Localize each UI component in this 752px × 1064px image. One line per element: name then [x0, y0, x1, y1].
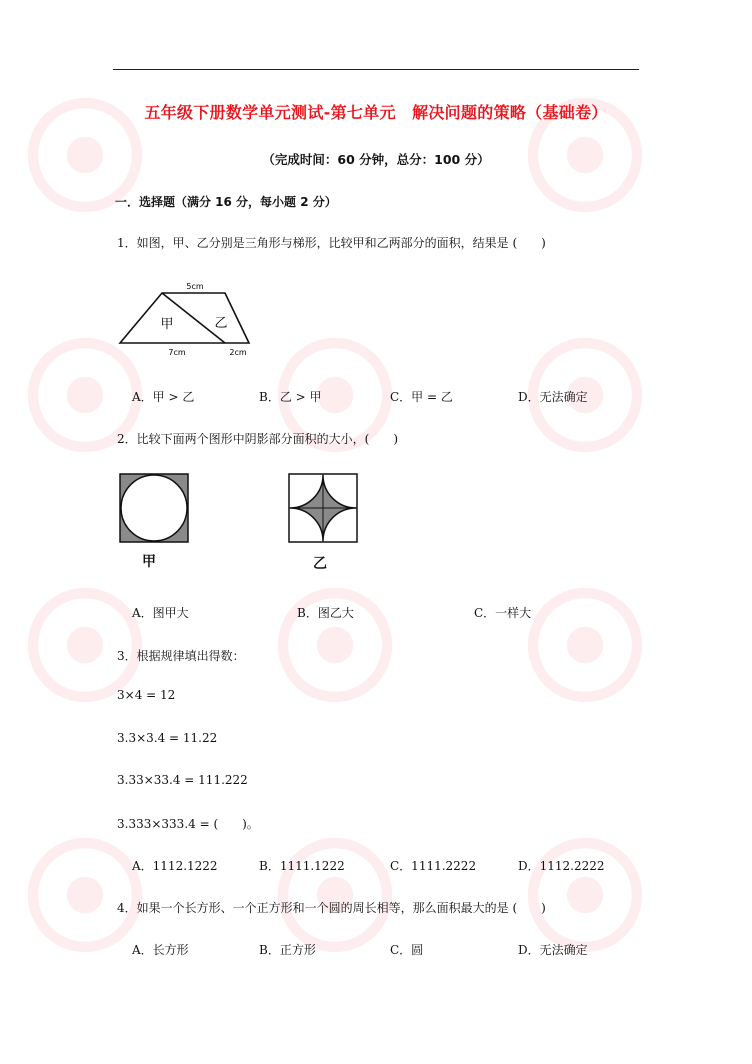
option-a[interactable]: A．甲 > 乙: [132, 390, 195, 404]
option-a[interactable]: A．长方形: [132, 943, 189, 957]
option-b[interactable]: B．图乙大: [297, 606, 354, 620]
option-a[interactable]: A．1112.1222: [132, 859, 218, 873]
section-heading: 一．选择题（满分 16 分，每小题 2 分）: [115, 195, 337, 209]
question-3-text: 3．根据规律填出得数：: [117, 649, 245, 663]
watermark-logo: [520, 580, 650, 710]
trapezoid-figure: [115, 278, 265, 358]
question-4-text: 4．如果一个长方形、一个正方形和一个圆的周长相等，那么面积最大的是 ( ): [117, 901, 546, 915]
equation-line: 3.333×333.4 = ( )。: [117, 817, 259, 831]
option-d[interactable]: D．无法确定: [518, 943, 588, 957]
option-c[interactable]: C．1111.2222: [390, 859, 477, 873]
label-top: 5cm: [186, 282, 204, 291]
exam-info: （完成时间：60 分钟，总分：100 分）: [262, 152, 490, 167]
option-d[interactable]: D．1112.2222: [518, 859, 605, 873]
question-1-text: 1．如图，甲、乙分别是三角形与梯形，比较甲和乙两部分的面积，结果是 ( ): [117, 236, 546, 250]
label-bottom-left: 7cm: [168, 348, 186, 357]
figure-yi-label: 乙: [313, 556, 327, 572]
header-rule: [113, 69, 639, 70]
equation-line: 3.33×33.4 = 111.222: [117, 773, 248, 787]
option-b[interactable]: B．1111.1222: [259, 859, 345, 873]
figure-jia-label: 甲: [142, 554, 156, 570]
equation-line: 3×4 = 12: [117, 688, 176, 702]
page-title: 五年级下册数学单元测试-第七单元 解决问题的策略（基础卷）: [144, 103, 608, 122]
option-a[interactable]: A．图甲大: [132, 606, 189, 620]
figure-jia: [119, 473, 189, 543]
label-jia: 甲: [160, 317, 174, 332]
option-b[interactable]: B．正方形: [259, 943, 316, 957]
option-c[interactable]: C．圆: [390, 943, 424, 957]
option-d[interactable]: D．无法确定: [518, 390, 588, 404]
watermark-logo: [20, 830, 150, 960]
option-c[interactable]: C．甲 = 乙: [390, 390, 453, 404]
equation-line: 3.3×3.4 = 11.22: [117, 731, 218, 745]
label-yi: 乙: [214, 316, 228, 331]
label-bottom-right: 2cm: [229, 348, 247, 357]
watermark-logo: [270, 580, 400, 710]
option-c[interactable]: C．一样大: [474, 606, 532, 620]
figure-yi: [288, 473, 358, 543]
question-2-text: 2．比较下面两个图形中阴影部分面积的大小，( ): [117, 432, 399, 446]
option-b[interactable]: B．乙 > 甲: [259, 390, 322, 404]
